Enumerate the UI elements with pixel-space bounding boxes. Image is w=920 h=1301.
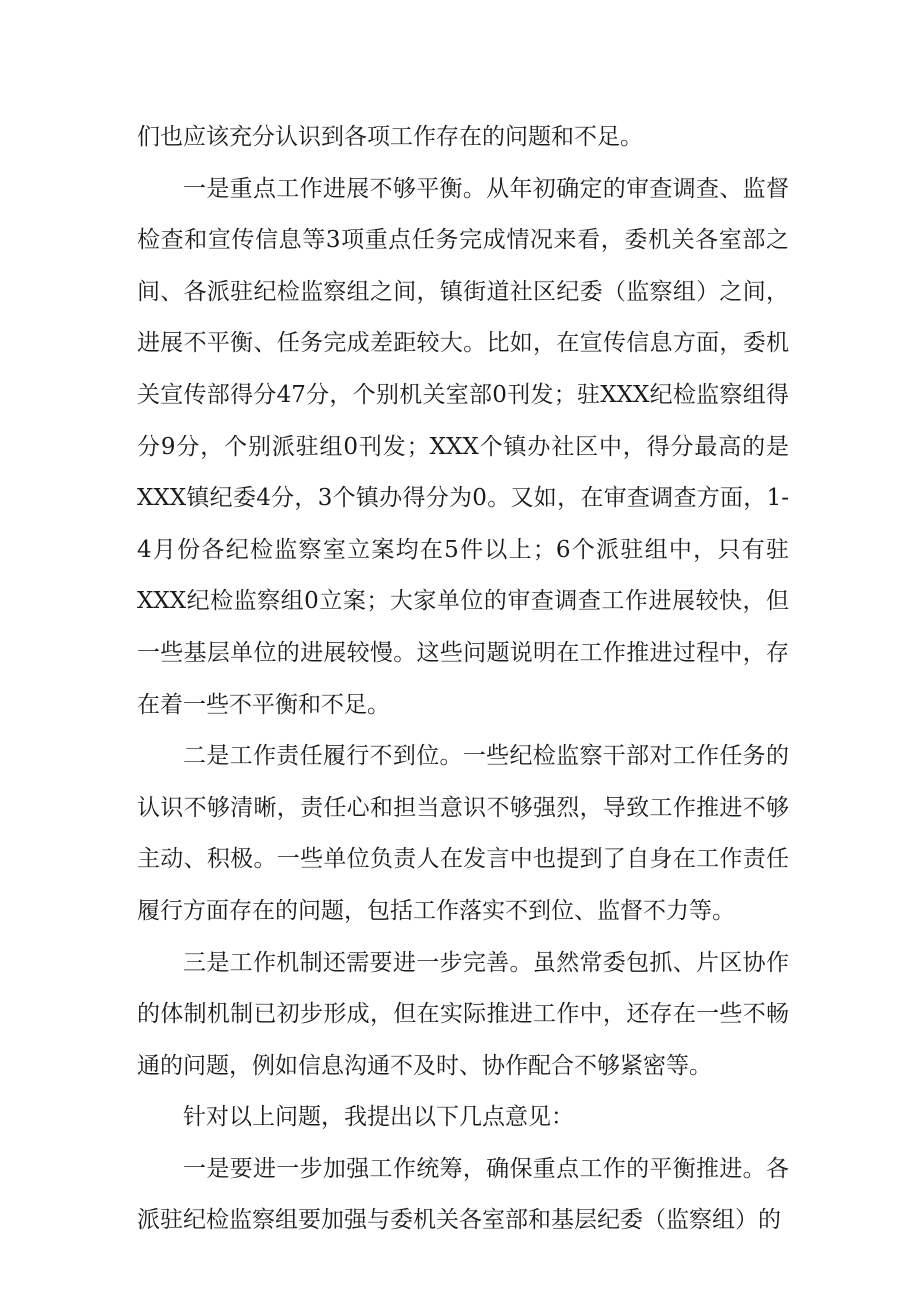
paragraph-issue-one: 一是重点工作进展不够平衡。从年初确定的审查调查、监督检查和宣传信息等3项重点任务完成情况来看，委机关各室部之间、各派驻纪检监察组之间，镇街道社区纪委（监察组）之间，进展不平衡、任务完成差距较大。比如，在宣传信息方面，委机关宣传部得分47分，个别机关室部0刊发；驻XXX纪检监察组得分9分，个别派驻组0刊发；XXX个镇办社区中，得分最高的是XXX镇纪委4分，3个镇办得分为0。又如，在审查调查方面，1-4月份各纪检监察室立案均在5件以上；6个派驻组中，只有驻XXX纪检监察组0立案；大家单位的审查调查工作进展较快，但一些基层单位的进展较慢。这些问题说明在工作推进过程中，存在着一些不平衡和不足。	[137, 175, 789, 718]
paragraph-issue-two: 二是工作责任履行不到位。一些纪检监察干部对工作任务的认识不够清晰，责任心和担当意识不够强烈，导致工作推进不够主动、积极。一些单位负责人在发言中也提到了自身在工作责任履行方面存在的问题，包括工作落实不到位、监督不力等。	[137, 743, 789, 924]
paragraph-issue-three: 三是工作机制还需要进一步完善。虽然常委包抓、片区协作的体制机制已初步形成，但在实际推进工作中，还存在一些不畅通的问题，例如信息沟通不及时、协作配合不够紧密等。	[137, 949, 789, 1079]
paragraph-continuation: 们也应该充分认识到各项工作存在的问题和不足。	[137, 124, 643, 150]
paragraph-suggestion-one: 一是要进一步加强工作统筹，确保重点工作的平衡推进。各派驻纪检监察组要加强与委机关各室部和基层纪委（监察组）的	[137, 1155, 789, 1234]
paragraph-suggestions-intro: 针对以上问题，我提出以下几点意见：	[183, 1104, 574, 1131]
document-body	[137, 112, 789, 1247]
